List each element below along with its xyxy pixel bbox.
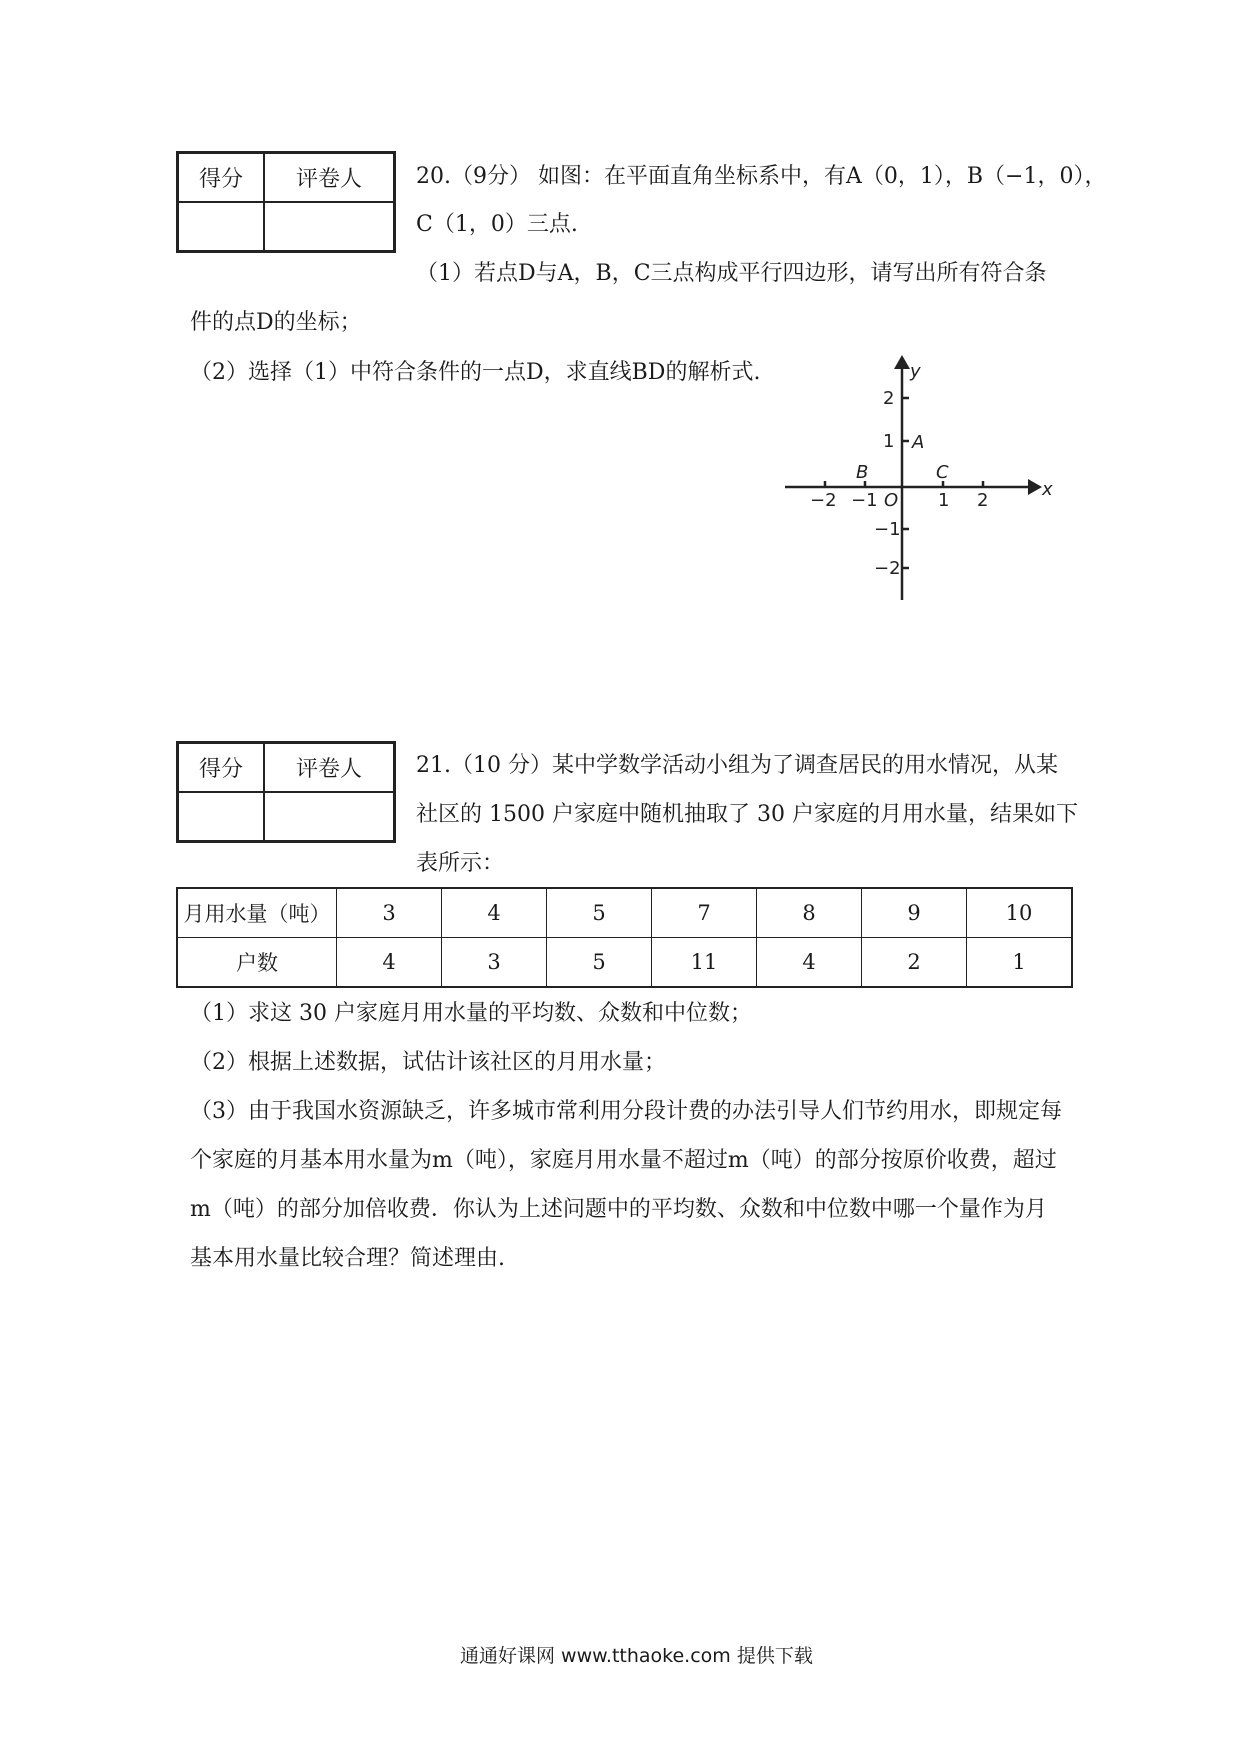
x-axis-arrow bbox=[1028, 479, 1042, 495]
y-tick-label: 2 bbox=[883, 388, 895, 409]
table-cell: 4 bbox=[757, 938, 862, 988]
grader-label: 评卷人 bbox=[264, 743, 395, 793]
q20-line2: C（1，0）三点. bbox=[416, 212, 578, 237]
y-axis-arrow bbox=[894, 355, 910, 369]
point-c-label: C bbox=[936, 462, 949, 483]
table-cell: 5 bbox=[547, 938, 652, 988]
q21-sub3-line3: m（吨）的部分加倍收费．你认为上述问题中的平均数、众数和中位数中哪一个量作为月 bbox=[190, 1197, 1047, 1222]
x-tick-label: 1 bbox=[938, 490, 950, 511]
table-cell: 10 bbox=[967, 888, 1073, 938]
q21-line3: 表所示： bbox=[416, 851, 505, 876]
point-a-label: A bbox=[912, 432, 925, 453]
origin-label: O bbox=[884, 490, 899, 511]
x-tick-label: −1 bbox=[851, 490, 878, 511]
score-label: 得分 bbox=[178, 743, 265, 793]
table-cell: 3 bbox=[442, 938, 547, 988]
q21-sub2: （2）根据上述数据，试估计该社区的月用水量； bbox=[190, 1050, 666, 1075]
q21-line2: 社区的 1500 户家庭中随机抽取了 30 户家庭的月用水量，结果如下 bbox=[416, 802, 1078, 827]
table-cell: 11 bbox=[652, 938, 757, 988]
table-cell: 1 bbox=[967, 938, 1073, 988]
table-row bbox=[177, 938, 1072, 988]
row-header-households: 户数 bbox=[177, 938, 337, 988]
score-label: 得分 bbox=[178, 153, 265, 203]
table-cell: 4 bbox=[442, 888, 547, 938]
y-axis-label: y bbox=[910, 361, 921, 382]
table-cell: 9 bbox=[862, 888, 967, 938]
y-tick-label: −2 bbox=[874, 558, 901, 579]
q21-sub3-line4: 基本用水量比较合理？简述理由. bbox=[190, 1246, 505, 1271]
table-cell: 7 bbox=[652, 888, 757, 938]
table-cell: 5 bbox=[547, 888, 652, 938]
footer-text: 通通好课网 www.tthaoke.com 提供下载 bbox=[460, 1645, 813, 1667]
grader-label: 评卷人 bbox=[264, 153, 395, 203]
q20-line3: （1）若点D与A，B，C三点构成平行四边形，请写出所有符合条 bbox=[416, 261, 1047, 286]
q21-score-box bbox=[176, 741, 396, 843]
x-tick-label: 2 bbox=[977, 490, 989, 511]
q20-line1: 20.（9分） 如图：在平面直角坐标系中，有A（0，1），B（−1，0）， bbox=[416, 164, 1107, 189]
q21-line1: 21.（10 分）某中学数学活动小组为了调查居民的用水情况，从某 bbox=[416, 753, 1058, 778]
q21-sub3-line1: （3）由于我国水资源缺乏，许多城市常利用分段计费的办法引导人们节约用水，即规定每 bbox=[190, 1099, 1063, 1124]
y-tick-label: 1 bbox=[883, 431, 895, 452]
q21-sub3-line2: 个家庭的月基本用水量为m（吨），家庭月用水量不超过m（吨）的部分按原价收费，超过 bbox=[190, 1148, 1057, 1173]
water-usage-table bbox=[176, 887, 1073, 988]
table-cell: 4 bbox=[337, 938, 442, 988]
y-tick-label: −1 bbox=[874, 519, 901, 540]
score-cell bbox=[178, 202, 265, 252]
grader-cell bbox=[264, 202, 395, 252]
row-header-usage: 月用水量（吨） bbox=[177, 888, 337, 938]
score-cell bbox=[178, 792, 265, 842]
table-row bbox=[177, 888, 1072, 938]
q20-line4: 件的点D的坐标； bbox=[190, 310, 362, 335]
x-axis-label: x bbox=[1042, 479, 1053, 500]
q20-score-box bbox=[176, 151, 396, 253]
q20-line5: （2）选择（1）中符合条件的一点D，求直线BD的解析式. bbox=[190, 360, 761, 385]
table-cell: 3 bbox=[337, 888, 442, 938]
x-tick-label: −2 bbox=[810, 490, 837, 511]
coordinate-graph bbox=[770, 355, 1080, 615]
table-cell: 2 bbox=[862, 938, 967, 988]
q21-sub1: （1）求这 30 户家庭月用水量的平均数、众数和中位数； bbox=[190, 1001, 752, 1026]
table-cell: 8 bbox=[757, 888, 862, 938]
grader-cell bbox=[264, 792, 395, 842]
point-b-label: B bbox=[856, 462, 869, 483]
